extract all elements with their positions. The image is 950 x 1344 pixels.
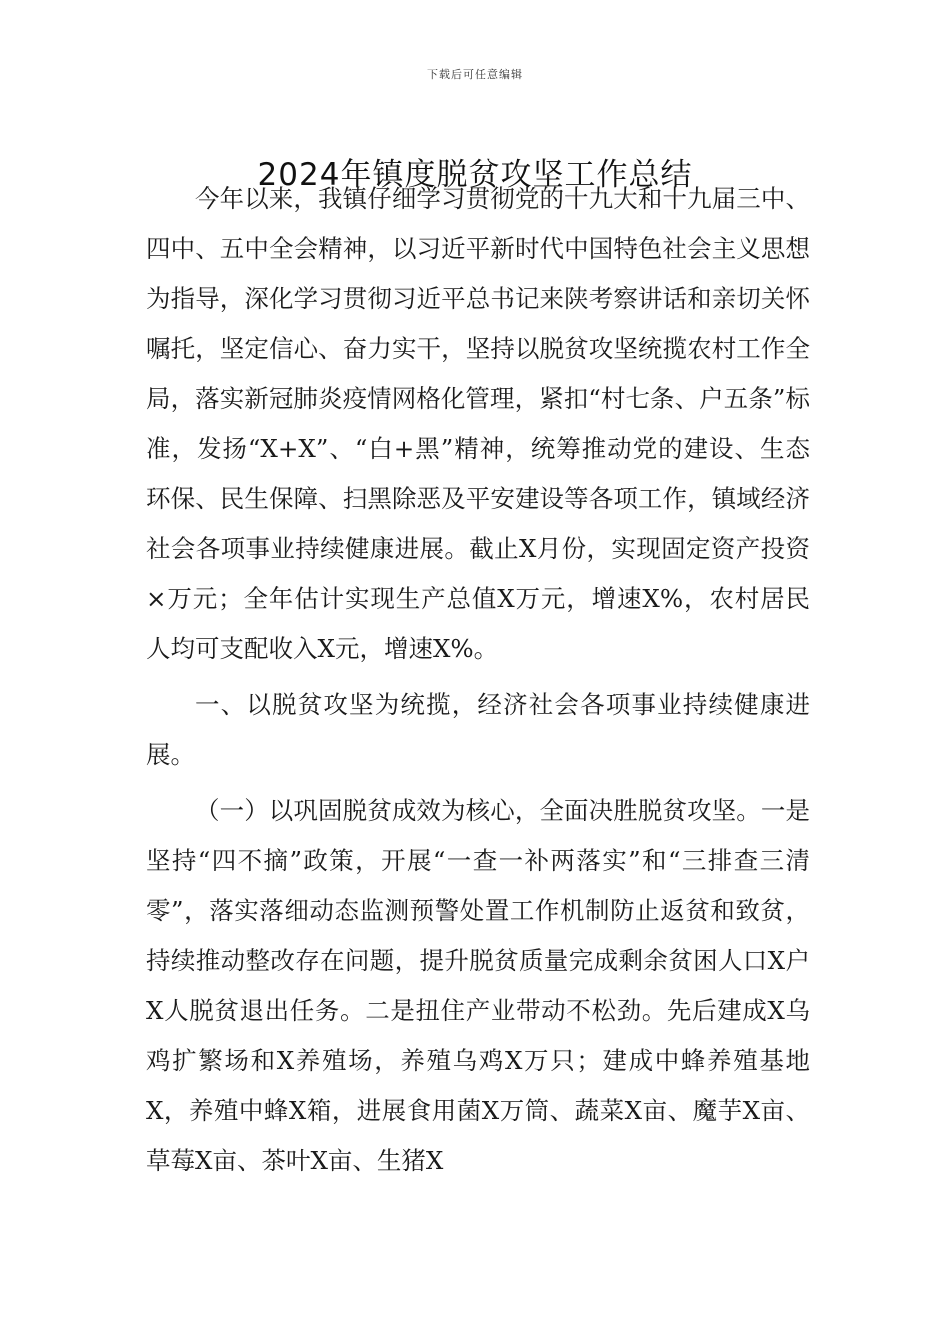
document-title: 2024年镇度脱贫攻坚工作总结 — [257, 156, 693, 193]
paragraph-subsection-one: （一）以巩固脱贫成效为核心，全面决胜脱贫攻坚。一是坚持“四不摘”政策，开展“一查一补两落实”和“三排查三清零”，落实落细动态监测预警处置工作机制防止返贫和致贫，持续推动整改存在问题，提升脱贫质量完成剩余贫困人口X户X人脱贫退出任务。二是扭住产业带动不松劲。先后建成X乌鸡扩繁场和X养殖场，养殖乌鸡X万只；建成中蜂养殖基地X，养殖中蜂X箱，进展食用菌X万筒、蔬菜X亩、魔芋X亩、草莓X亩、茶叶X亩、生猪X — [146, 796, 810, 1175]
paragraph-intro: 今年以来，我镇仔细学习贯彻党的十九大和十九届三中、四中、五中全会精神，以习近平新时代中国特色社会主义思想为指导，深化学习贯彻习近平总书记来陕考察讲话和亲切关怀嘱托，坚定信心、奋力实干，坚持以脱贫攻坚统揽农村工作全局，落实新冠肺炎疫情网格化管理，紧扣“村七条、户五条”标准，发扬“X+X”、“白+黑”精神，统筹推动党的建设、生态环保、民生保障、扫黑除恶及平安建设等各项工作，镇域经济社会各项事业持续健康进展。截止X月份，实现固定资产投资×万元；全年估计实现生产总值X万元，增速X%，农村居民人均可支配收入X元，增速X%。 — [146, 184, 810, 663]
page-header-note: 下载后可任意编辑 — [427, 68, 523, 81]
document-body — [146, 174, 810, 1192]
paragraph-section-heading: 一、以脱贫攻坚为统揽，经济社会各项事业持续健康进展。 — [146, 690, 810, 769]
